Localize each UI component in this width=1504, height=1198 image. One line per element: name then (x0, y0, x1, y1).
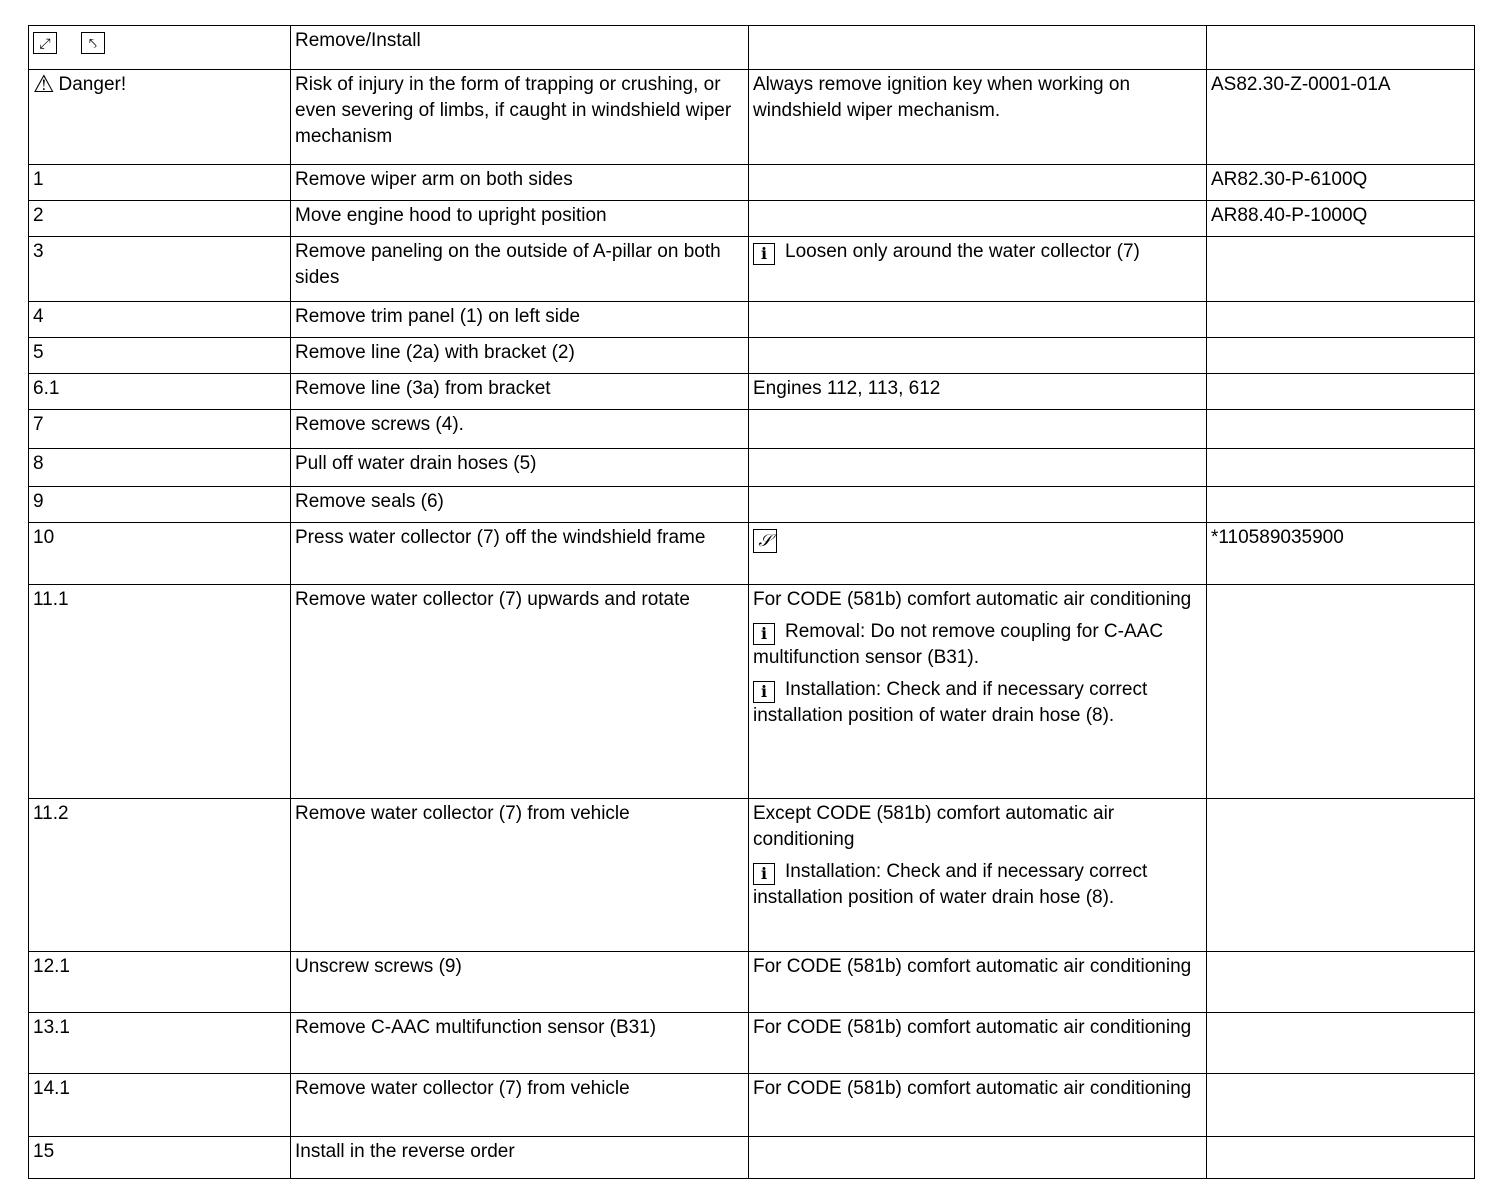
step-text: Remove seals (6) (291, 487, 749, 523)
header-row (29, 26, 1475, 70)
step-text: Remove paneling on the outside of A-pillar on both sides (291, 237, 749, 302)
step-ref (1207, 449, 1475, 487)
step-note (749, 449, 1207, 487)
step-ref (1207, 374, 1475, 410)
step-note (749, 338, 1207, 374)
table-row (29, 1013, 1475, 1074)
step-number: 8 (29, 449, 291, 487)
table-row (29, 487, 1475, 523)
step-ref (1207, 585, 1475, 799)
info-icon: i (753, 623, 775, 645)
installation-note (753, 677, 1203, 729)
danger-label: Danger! (58, 74, 127, 95)
procedure-table (28, 25, 1475, 1179)
danger-ref[interactable]: AS82.30-Z-0001-01A (1207, 70, 1475, 165)
expand-icon[interactable]: ⤢ (33, 32, 57, 54)
header-empty-cell (749, 26, 1207, 70)
step-note: Loosen only around the water collector (7) (785, 241, 1140, 262)
table-row (29, 410, 1475, 449)
installation-note (753, 859, 1203, 911)
warning-triangle-icon: ⚠ (33, 71, 55, 98)
installation-note-text: Installation: Check and if necessary correct installation position of water drain hose (8). (753, 861, 1148, 908)
step-number: 7 (29, 410, 291, 449)
step-ref[interactable]: *110589035900 (1207, 523, 1475, 585)
step-ref (1207, 302, 1475, 338)
step-ref (1207, 410, 1475, 449)
step-number: 12.1 (29, 952, 291, 1013)
step-text: Remove water collector (7) from vehicle (291, 1074, 749, 1137)
table-row (29, 374, 1475, 410)
table-row (29, 338, 1475, 374)
step-note (749, 410, 1207, 449)
step-text: Remove screws (4). (291, 410, 749, 449)
step-note: Except CODE (581b) comfort automatic air conditioning (753, 803, 1115, 850)
step-text: Remove water collector (7) from vehicle (291, 799, 749, 952)
step-number: 2 (29, 201, 291, 237)
step-number: 1 (29, 165, 291, 201)
step-note (749, 201, 1207, 237)
step-number: 10 (29, 523, 291, 585)
step-number: 5 (29, 338, 291, 374)
removal-note-text: Removal: Do not remove coupling for C-AAC multifunction sensor (B31). (753, 621, 1164, 668)
step-note (749, 302, 1207, 338)
step-ref (1207, 237, 1475, 302)
step-note (749, 165, 1207, 201)
step-note: For CODE (581b) comfort automatic air conditioning (749, 1013, 1207, 1074)
step-text: Remove line (3a) from bracket (291, 374, 749, 410)
step-ref (1207, 1074, 1475, 1137)
info-icon: i (753, 681, 775, 703)
installation-note-text: Installation: Check and if necessary correct installation position of water drain hose (8). (753, 679, 1148, 726)
step-text: Remove water collector (7) upwards and rotate (291, 585, 749, 799)
table-row (29, 523, 1475, 585)
step-ref (1207, 487, 1475, 523)
step-ref (1207, 799, 1475, 952)
step-note-cell (749, 799, 1207, 952)
special-tool-icon: 𝒮 (753, 529, 777, 553)
step-ref (1207, 1013, 1475, 1074)
table-row (29, 1074, 1475, 1137)
table-row (29, 585, 1475, 799)
step-note: For CODE (581b) comfort automatic air conditioning (753, 589, 1192, 610)
table-row (29, 799, 1475, 952)
step-number: 11.1 (29, 585, 291, 799)
step-text: Remove C-AAC multifunction sensor (B31) (291, 1013, 749, 1074)
step-note (749, 1137, 1207, 1179)
step-number: 6.1 (29, 374, 291, 410)
step-number: 13.1 (29, 1013, 291, 1074)
table-row (29, 302, 1475, 338)
step-number: 9 (29, 487, 291, 523)
removal-note (753, 619, 1203, 671)
header-icons-cell (29, 26, 291, 70)
info-icon: i (753, 243, 775, 265)
step-note (749, 487, 1207, 523)
step-ref[interactable]: AR88.40-P-1000Q (1207, 201, 1475, 237)
danger-text: Risk of injury in the form of trapping or crushing, or even severing of limbs, if caught in windshield wiper mechanism (291, 70, 749, 165)
header-title: Remove/Install (291, 26, 749, 70)
step-note-cell (749, 523, 1207, 585)
step-text: Remove trim panel (1) on left side (291, 302, 749, 338)
danger-row (29, 70, 1475, 165)
collapse-icon[interactable]: ⤣ (81, 32, 105, 54)
step-text: Pull off water drain hoses (5) (291, 449, 749, 487)
table-row (29, 237, 1475, 302)
step-text: Remove wiper arm on both sides (291, 165, 749, 201)
step-note: For CODE (581b) comfort automatic air conditioning (749, 1074, 1207, 1137)
table-row (29, 201, 1475, 237)
step-text: Move engine hood to upright position (291, 201, 749, 237)
step-number: 3 (29, 237, 291, 302)
danger-note: Always remove ignition key when working on windshield wiper mechanism. (749, 70, 1207, 165)
step-number: 14.1 (29, 1074, 291, 1137)
step-ref (1207, 338, 1475, 374)
header-empty-cell (1207, 26, 1475, 70)
step-note: Engines 112, 113, 612 (749, 374, 1207, 410)
step-number: 4 (29, 302, 291, 338)
table-row (29, 952, 1475, 1013)
step-note: For CODE (581b) comfort automatic air conditioning (749, 952, 1207, 1013)
step-note-cell (749, 237, 1207, 302)
step-ref[interactable]: AR82.30-P-6100Q (1207, 165, 1475, 201)
step-text: Unscrew screws (9) (291, 952, 749, 1013)
table-row (29, 449, 1475, 487)
table-row (29, 165, 1475, 201)
table-row (29, 1137, 1475, 1179)
step-note-cell (749, 585, 1207, 799)
step-number: 11.2 (29, 799, 291, 952)
step-text: Press water collector (7) off the windshield frame (291, 523, 749, 585)
step-number: 15 (29, 1137, 291, 1179)
step-text: Remove line (2a) with bracket (2) (291, 338, 749, 374)
danger-label-cell (29, 70, 291, 165)
step-text: Install in the reverse order (291, 1137, 749, 1179)
info-icon: i (753, 863, 775, 885)
step-ref (1207, 1137, 1475, 1179)
step-ref (1207, 952, 1475, 1013)
